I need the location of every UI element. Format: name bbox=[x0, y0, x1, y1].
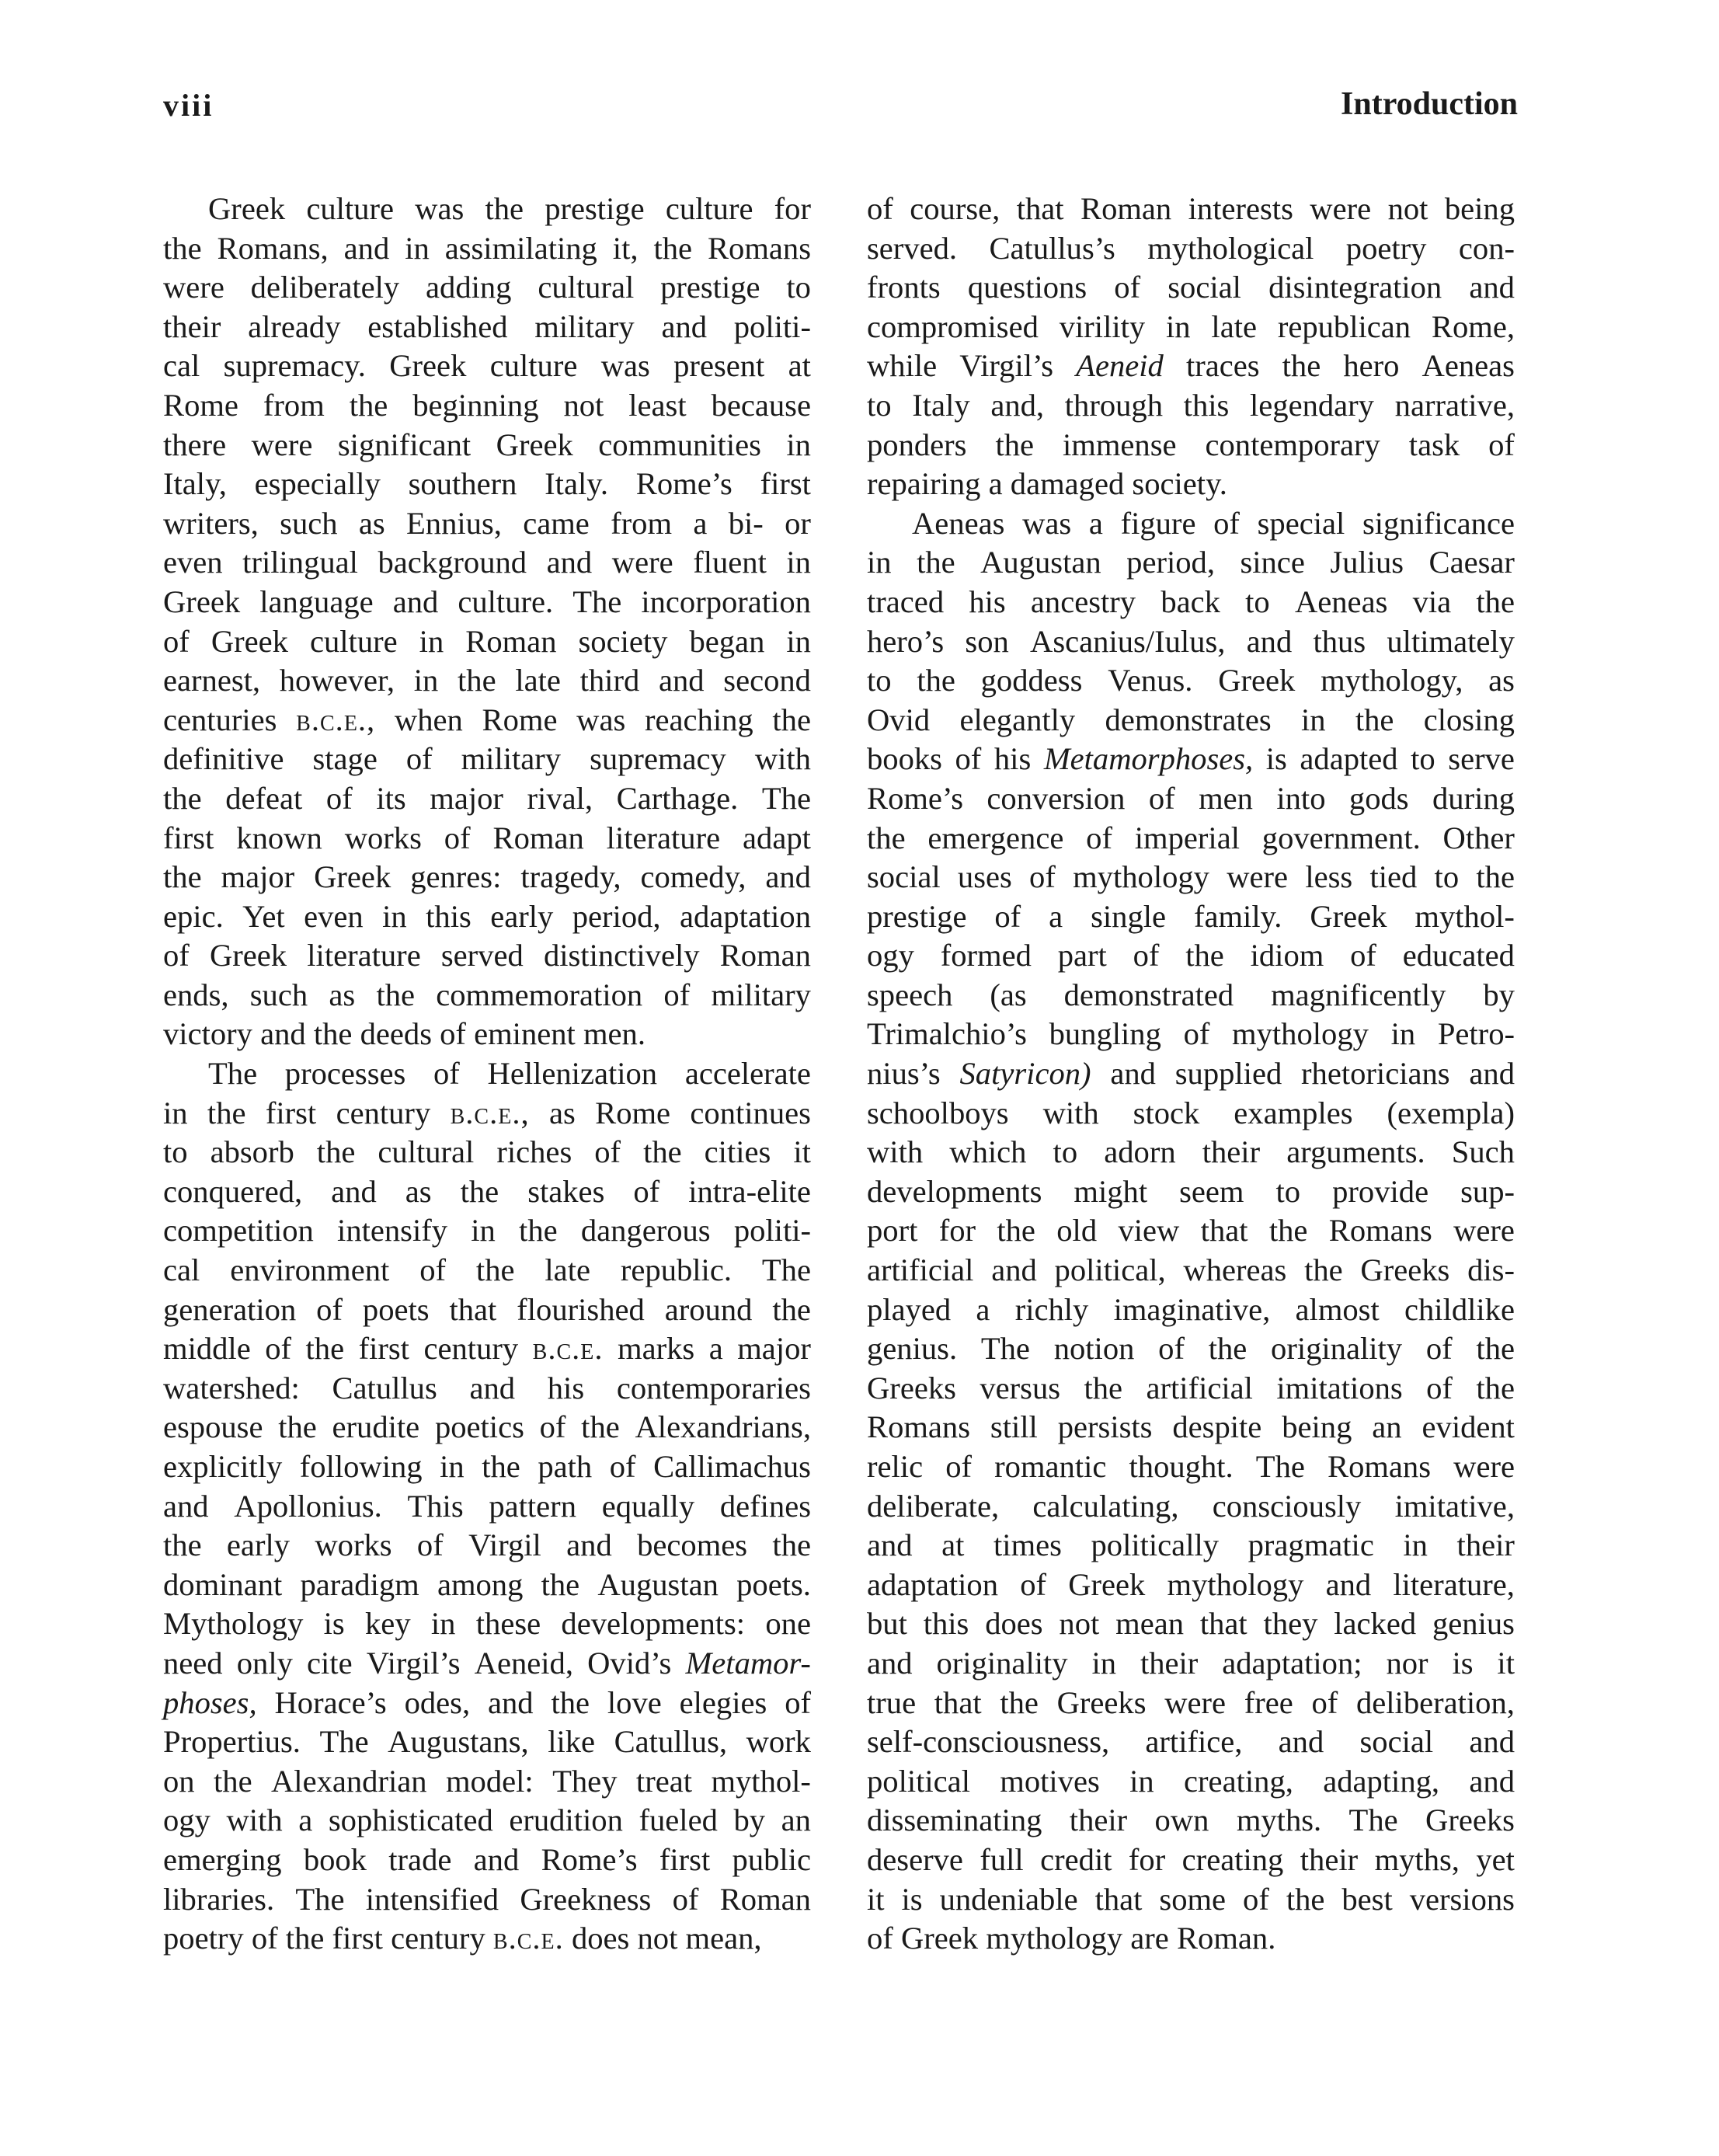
text-line: the Romans, and in assimilating it, the Romans bbox=[163, 230, 811, 266]
text-line: of Greek culture in Roman society began in bbox=[163, 623, 811, 659]
text-line: and Apollonius. This pattern equally defines bbox=[163, 1488, 811, 1524]
text-line: hero’s son Ascanius/Iulus, and thus ultimately bbox=[867, 623, 1515, 659]
text-line: self-consciousness, artifice, and social and bbox=[867, 1724, 1515, 1760]
text-line: deserve full credit for creating their myths, yet bbox=[867, 1841, 1515, 1877]
text-line: to Italy and, through this legendary narrative, bbox=[867, 387, 1515, 423]
text-line: victory and the deeds of eminent men. bbox=[163, 1016, 645, 1052]
text-line: earnest, however, in the late third and second bbox=[163, 663, 811, 698]
text-line: genius. The notion of the originality of the bbox=[867, 1331, 1515, 1367]
text-line: fronts questions of social disintegration and bbox=[867, 270, 1515, 305]
text-line: writers, such as Ennius, came from a bi- or bbox=[163, 505, 811, 541]
text-line: espouse the erudite poetics of the Alexandrians, bbox=[163, 1409, 811, 1445]
text-line: Italy, especially southern Italy. Rome’s first bbox=[163, 466, 811, 502]
text-line: cal supremacy. Greek culture was present at bbox=[163, 348, 811, 384]
text-line: first known works of Roman literature adapt bbox=[163, 820, 811, 855]
text-line: watershed: Catullus and his contemporaries bbox=[163, 1370, 811, 1405]
text-line: and at times politically pragmatic in their bbox=[867, 1527, 1515, 1563]
paragraph bbox=[867, 504, 1515, 1959]
text-line: Rome from the beginning not least because bbox=[163, 387, 811, 423]
text-line: compromised virility in late republican Rome, bbox=[867, 308, 1515, 344]
text-line: libraries. The intensified Greekness of Roman bbox=[163, 1881, 811, 1917]
text-line: port for the old view that the Romans were bbox=[867, 1213, 1515, 1249]
text-line: and originality in their adaptation; nor is it bbox=[867, 1645, 1515, 1681]
text-line: explicitly following in the path of Callimachus bbox=[163, 1449, 811, 1484]
text-line: emerging book trade and Rome’s first public bbox=[163, 1841, 811, 1877]
text-line: need only cite Virgil’s Aeneid, Ovid’s Metamor- bbox=[163, 1645, 811, 1681]
text-line: adaptation of Greek mythology and literature, bbox=[867, 1566, 1515, 1602]
text-line: with which to adorn their arguments. Such bbox=[867, 1134, 1515, 1170]
text-line: served. Catullus’s mythological poetry con- bbox=[867, 230, 1515, 266]
text-line: Greek language and culture. The incorporation bbox=[163, 583, 811, 619]
text-line: Greek culture was the prestige culture for bbox=[208, 191, 811, 226]
text-line: true that the Greeks were free of deliberation, bbox=[867, 1684, 1515, 1720]
text-line: it is undeniable that some of the best versions bbox=[867, 1881, 1515, 1917]
text-line: while Virgil’s Aeneid traces the hero Aeneas bbox=[867, 348, 1515, 384]
text-line: ogy with a sophisticated erudition fueled by an bbox=[163, 1802, 811, 1838]
text-line: conquered, and as the stakes of intra-elite bbox=[163, 1173, 811, 1209]
text-line: of course, that Roman interests were not being bbox=[867, 191, 1515, 226]
text-line: of Greek literature served distinctively Roman bbox=[163, 938, 811, 974]
text-line: the emergence of imperial government. Other bbox=[867, 820, 1515, 855]
text-line: deliberate, calculating, consciously imitative, bbox=[867, 1488, 1515, 1524]
text-line: competition intensify in the dangerous politi- bbox=[163, 1213, 811, 1249]
page-number: viii bbox=[163, 88, 214, 123]
text-line: Rome’s conversion of men into gods during bbox=[867, 780, 1515, 816]
text-line: Mythology is key in these developments: one bbox=[163, 1606, 811, 1642]
text-line: their already established military and politi- bbox=[163, 308, 811, 344]
text-line: Romans still persists despite being an evident bbox=[867, 1409, 1515, 1445]
text-line: even trilingual background and were fluent in bbox=[163, 545, 811, 580]
text-line: poetry of the first century b.c.e. does not mean, bbox=[163, 1921, 762, 1956]
text-line: played a richly imaginative, almost childlike bbox=[867, 1291, 1515, 1327]
text-line: ends, such as the commemoration of military bbox=[163, 977, 811, 1012]
text-line: repairing a damaged society. bbox=[867, 466, 1227, 502]
text-line: the major Greek genres: tragedy, comedy, and bbox=[163, 859, 811, 895]
text-line: on the Alexandrian model: They treat mythol- bbox=[163, 1763, 811, 1799]
text-line: nius’s Satyricon) and supplied rhetoricians and bbox=[867, 1056, 1515, 1092]
text-line: traced his ancestry back to Aeneas via the bbox=[867, 583, 1515, 619]
text-line: Ovid elegantly demonstrates in the closing bbox=[867, 702, 1515, 737]
paragraph bbox=[867, 190, 1515, 504]
text-line: books of his Metamorphoses, is adapted to serve bbox=[867, 741, 1515, 777]
text-line: but this does not mean that they lacked genius bbox=[867, 1606, 1515, 1642]
text-line: the early works of Virgil and becomes the bbox=[163, 1527, 811, 1563]
text-line: centuries b.c.e., when Rome was reaching the bbox=[163, 702, 811, 737]
text-line: relic of romantic thought. The Romans were bbox=[867, 1449, 1515, 1484]
text-line: speech (as demonstrated magnificently by bbox=[867, 977, 1515, 1012]
text-line: definitive stage of military supremacy with bbox=[163, 741, 811, 777]
text-line: dominant paradigm among the Augustan poets. bbox=[163, 1566, 811, 1602]
text-line: the defeat of its major rival, Carthage. The bbox=[163, 780, 811, 816]
text-line: to absorb the cultural riches of the cities it bbox=[163, 1134, 811, 1170]
text-line: disseminating their own myths. The Greeks bbox=[867, 1802, 1515, 1838]
left-column bbox=[163, 190, 811, 1959]
text-line: phoses, Horace’s odes, and the love elegies of bbox=[163, 1684, 811, 1720]
text-line: in the first century b.c.e., as Rome continues bbox=[163, 1095, 811, 1130]
text-line: epic. Yet even in this early period, adaptation bbox=[163, 898, 811, 934]
text-line: middle of the first century b.c.e. marks a major bbox=[163, 1331, 811, 1367]
text-line: ogy formed part of the idiom of educated bbox=[867, 938, 1515, 974]
text-line: ponders the immense contemporary task of bbox=[867, 427, 1515, 462]
text-line: of Greek mythology are Roman. bbox=[867, 1921, 1276, 1956]
text-line: Trimalchio’s bungling of mythology in Petro- bbox=[867, 1016, 1515, 1052]
text-line: The processes of Hellenization accelerate bbox=[208, 1056, 811, 1092]
paragraph bbox=[163, 190, 811, 1054]
paragraph bbox=[163, 1054, 811, 1959]
text-line: social uses of mythology were less tied to the bbox=[867, 859, 1515, 895]
text-line: political motives in creating, adapting, and bbox=[867, 1763, 1515, 1799]
text-line: to the goddess Venus. Greek mythology, as bbox=[867, 663, 1515, 698]
text-line: generation of poets that flourished around the bbox=[163, 1291, 811, 1327]
text-line: Greeks versus the artificial imitations of the bbox=[867, 1370, 1515, 1405]
text-line: schoolboys with stock examples (exempla) bbox=[867, 1095, 1515, 1130]
text-line: artificial and political, whereas the Greeks dis- bbox=[867, 1252, 1515, 1288]
right-column bbox=[867, 190, 1515, 1959]
text-line: Aeneas was a figure of special significance bbox=[912, 505, 1515, 541]
text-line: there were significant Greek communities in bbox=[163, 427, 811, 462]
text-line: prestige of a single family. Greek mythol- bbox=[867, 898, 1515, 934]
running-head: Introduction bbox=[1341, 86, 1518, 122]
text-line: were deliberately adding cultural prestige to bbox=[163, 270, 811, 305]
text-line: in the Augustan period, since Julius Caesar bbox=[867, 545, 1515, 580]
text-line: developments might seem to provide sup- bbox=[867, 1173, 1515, 1209]
text-line: Propertius. The Augustans, like Catullus, work bbox=[163, 1724, 811, 1760]
text-line: cal environment of the late republic. The bbox=[163, 1252, 811, 1288]
